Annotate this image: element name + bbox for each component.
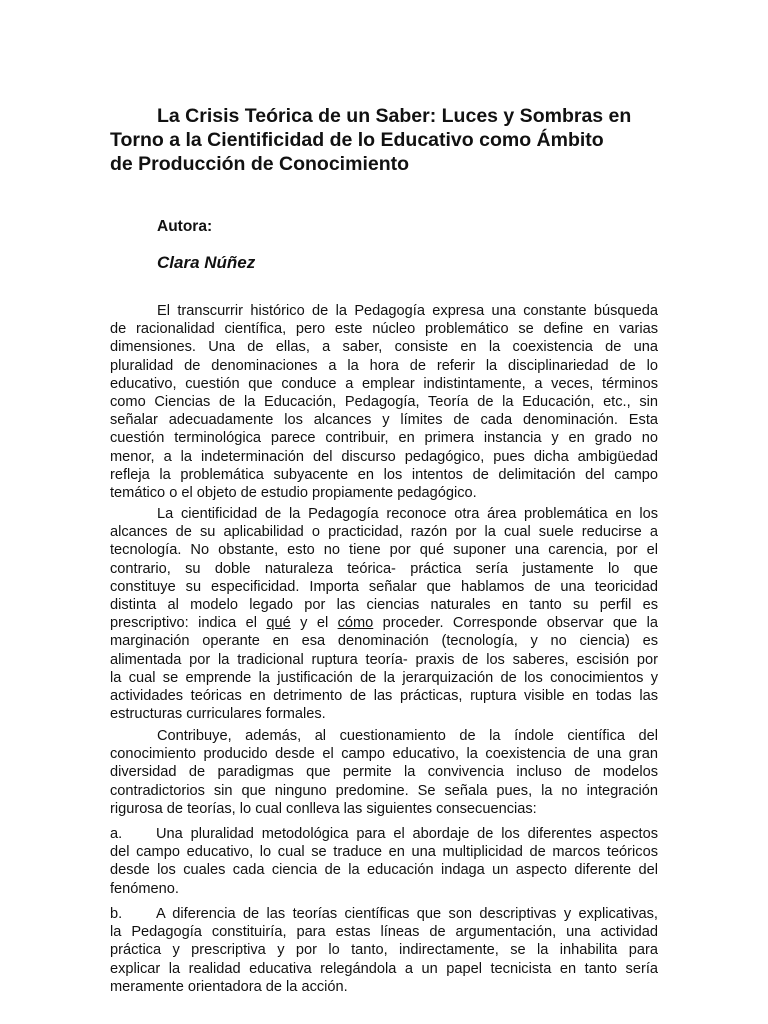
paragraph-line: práctica y prescriptiva y por lo tanto, indirectamente, se la inhabilita para — [110, 942, 658, 959]
paragraph-line: temático o el objeto de estudio propiamente pedagógico. — [110, 485, 477, 502]
paragraph-line: marginación operante en esa denominación (tecnología, y no ciencia) es — [110, 633, 658, 650]
paragraph-line: distinta al modelo legado por las ciencias naturales en tanto su perfil es — [110, 597, 658, 614]
paragraph-line: conocimiento producido desde el campo educativo, la coexistencia de una gran — [110, 746, 658, 763]
paragraph-line-mixed — [110, 614, 658, 632]
text-fragment: proceder. Corresponde observar que la — [373, 615, 658, 632]
paragraph-line: El transcurrir histórico de la Pedagogía expresa una constante búsqueda — [157, 303, 658, 319]
underlined-word-como: cómo — [337, 615, 374, 632]
title-line-1: La Crisis Teórica de un Saber: Luces y Sombras en — [157, 105, 632, 127]
paragraph-line: refleja la problemática subyacente en los intentos de delimitación del campo — [110, 466, 658, 483]
paragraph-line: constituye su especificidad. Importa señalar que hablamos de una teoricidad — [110, 578, 658, 595]
text-fragment: y el — [290, 615, 338, 632]
paragraph-line: explicar la realidad educativa relegándola a un papel tecnicista en tanto sería — [110, 960, 658, 977]
paragraph-line: la Pedagogía constituiría, para estas líneas de argumentación, una actividad — [110, 924, 658, 941]
paragraph-line: meramente orientadora de la acción. — [110, 978, 348, 995]
list-item-a — [110, 825, 658, 898]
paragraph-line: diversidad de paradigmas que permite la convivencia incluso de modelos — [110, 764, 658, 781]
paragraph-line: pluralidad de denominaciones a la hora de referir la disciplinariedad de lo — [110, 357, 658, 374]
paragraph-line: alimentada por la tradicional ruptura teoría- praxis de los saberes, escisión por — [110, 651, 658, 668]
paragraph-line: actividades teóricas en detrimento de las prácticas, ruptura visible en todas las — [110, 688, 658, 705]
list-marker: b. — [110, 906, 123, 922]
paragraph-2 — [110, 505, 658, 723]
paragraph-line: tecnología. No obstante, esto no tiene por qué suponer una carencia, por el — [110, 542, 658, 559]
paragraph-line: fenómeno. — [110, 880, 179, 897]
text-fragment: prescriptivo: indica el — [110, 615, 267, 632]
author-name: Clara Núñez — [157, 253, 256, 272]
paragraph-line: rigurosa de teorías, lo cual conlleva las siguientes consecuencias: — [110, 800, 537, 817]
text-fragment: A diferencia de las teorías científicas que son descriptivas y explicativas, — [156, 906, 658, 922]
paragraph-line: contradictorios sin que ninguno predomine. Se señala pues, la no integración — [110, 782, 658, 799]
paragraph-line: cuestión terminológica parece contribuir, en primera instancia y en grado no — [110, 430, 658, 447]
paragraph-line: contrario, su doble naturaleza teórica- práctica sería justamente lo que — [110, 560, 658, 577]
list-item-first-line — [110, 825, 658, 843]
list-marker: a. — [110, 826, 123, 842]
paragraph-line: La cientificidad de la Pedagogía reconoce otra área problemática en los — [157, 506, 658, 522]
underlined-word-que: qué — [266, 615, 291, 632]
author-label: Autora: — [157, 218, 213, 235]
list-item-b — [110, 905, 658, 996]
paragraph-line: menor, a la indeterminación del discurso pedagógico, pues dicha ambigüedad — [110, 448, 658, 465]
title-line-2: Torno a la Cientificidad de lo Educativo como Ámbito — [110, 129, 604, 151]
paragraph-3 — [110, 727, 658, 818]
list-item-first-line — [110, 905, 658, 923]
title-line-3: de Producción de Conocimiento — [110, 153, 410, 175]
paragraph-line: de racionalidad científica, pero este núcleo problemático se define en varias — [110, 321, 658, 338]
text-fragment: Una pluralidad metodológica para el abordaje de los diferentes aspectos — [156, 826, 658, 842]
paragraph-line: educativo, cuestión que conduce a emplear indistintamente, a veces, términos — [110, 375, 658, 392]
paragraph-line: desde los cuales cada ciencia de la educación indaga un aspecto diferente del — [110, 862, 658, 879]
paragraph-1 — [110, 302, 658, 502]
paragraph-line: alcances de su aplicabilidad o practicidad, razón por la cual suele reducirse a — [110, 524, 658, 541]
paragraph-line: dimensiones. Una de ellas, a saber, consiste en la coexistencia de una — [110, 339, 658, 356]
paragraph-line: la cual se emprende la justificación de la jerarquización de los conocimientos y — [110, 669, 658, 686]
document-title — [110, 104, 670, 176]
paragraph-line: estructuras curriculares formales. — [110, 706, 326, 723]
paragraph-line: señalar adecuadamente los alcances y límites de cada denominación. Esta — [110, 412, 658, 429]
paragraph-line: como Ciencias de la Educación, Pedagogía, Teoría de la Educación, etc., sin — [110, 394, 658, 411]
paragraph-line: del campo educativo, lo cual se traduce en una multiplicidad de marcos teóricos — [110, 844, 658, 861]
paragraph-line: Contribuye, además, al cuestionamiento de la índole científica del — [157, 728, 658, 744]
